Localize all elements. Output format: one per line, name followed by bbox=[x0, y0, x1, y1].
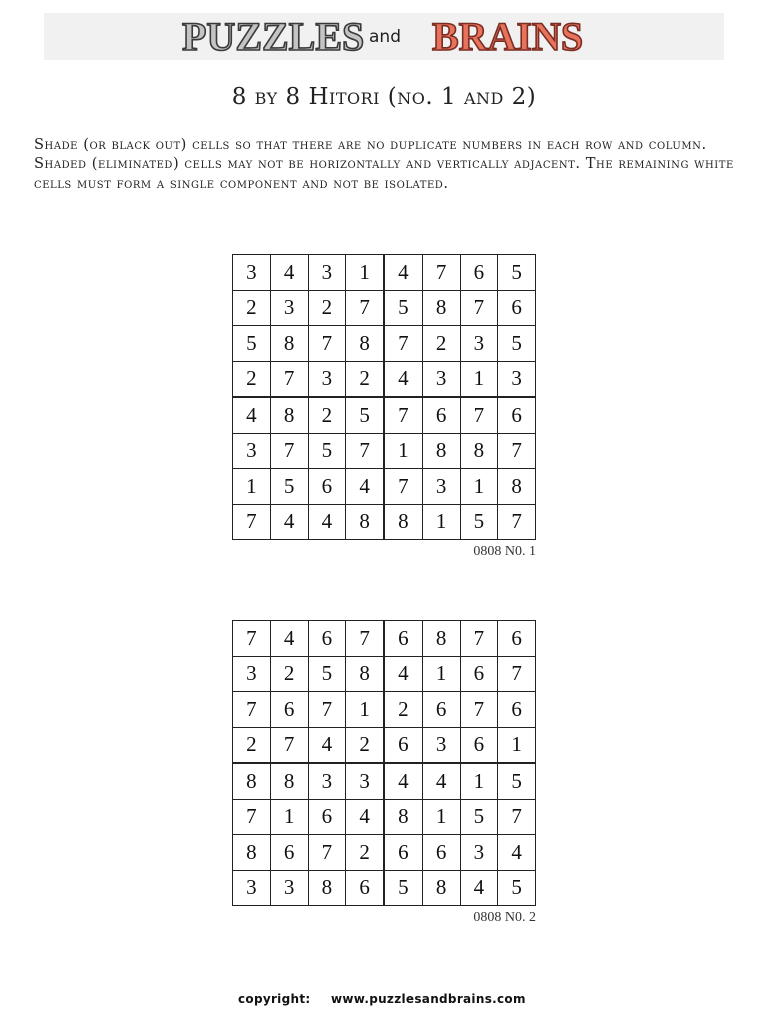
grid-cell[interactable]: 1 bbox=[346, 692, 384, 728]
grid-cell[interactable]: 6 bbox=[308, 621, 346, 657]
grid-row bbox=[233, 290, 536, 326]
logo-puzzles: PUZZLES bbox=[182, 14, 365, 59]
grid-cell[interactable]: 7 bbox=[422, 255, 460, 291]
grid-cell[interactable]: 3 bbox=[233, 255, 271, 291]
grid-cell[interactable]: 5 bbox=[346, 397, 384, 433]
grid-cell[interactable]: 5 bbox=[498, 763, 536, 799]
grid-row bbox=[233, 469, 536, 505]
grid-row bbox=[233, 727, 536, 763]
grid-cell[interactable]: 2 bbox=[233, 290, 271, 326]
grid-cell[interactable]: 3 bbox=[498, 361, 536, 397]
grid-cell[interactable]: 5 bbox=[460, 504, 498, 540]
grid-cell[interactable]: 1 bbox=[422, 656, 460, 692]
puzzle-label-2: 0808 N0. 2 bbox=[473, 910, 536, 925]
grid-cell[interactable]: 2 bbox=[346, 361, 384, 397]
grid-cell[interactable]: 3 bbox=[422, 727, 460, 763]
grid-cell[interactable]: 6 bbox=[384, 621, 422, 657]
grid-row bbox=[233, 656, 536, 692]
grid-cell[interactable]: 4 bbox=[384, 361, 422, 397]
grid-cell[interactable]: 7 bbox=[233, 621, 271, 657]
grid-cell[interactable]: 4 bbox=[498, 835, 536, 871]
grid-cell[interactable]: 8 bbox=[384, 504, 422, 540]
grid-cell[interactable]: 7 bbox=[384, 469, 422, 505]
grid-cell[interactable]: 4 bbox=[384, 763, 422, 799]
grid-cell[interactable]: 7 bbox=[308, 692, 346, 728]
grid-cell[interactable]: 8 bbox=[270, 326, 308, 362]
grid-cell[interactable]: 5 bbox=[308, 656, 346, 692]
grid-cell[interactable]: 2 bbox=[346, 727, 384, 763]
grid-cell[interactable]: 3 bbox=[233, 870, 271, 906]
grid-cell[interactable]: 2 bbox=[422, 326, 460, 362]
grid-cell[interactable]: 6 bbox=[498, 621, 536, 657]
grid-cell[interactable]: 6 bbox=[460, 656, 498, 692]
grid-cell[interactable]: 1 bbox=[460, 469, 498, 505]
grid-cell[interactable]: 1 bbox=[422, 799, 460, 835]
grid-cell[interactable]: 5 bbox=[498, 255, 536, 291]
grid-cell[interactable]: 7 bbox=[498, 799, 536, 835]
puzzle-label-1: 0808 N0. 1 bbox=[473, 544, 536, 559]
grid-cell[interactable]: 4 bbox=[233, 397, 271, 433]
grid-cell[interactable]: 7 bbox=[384, 326, 422, 362]
grid-cell[interactable]: 1 bbox=[233, 469, 271, 505]
grid-cell[interactable]: 4 bbox=[460, 870, 498, 906]
grid-cell[interactable]: 7 bbox=[233, 799, 271, 835]
grid-cell[interactable]: 2 bbox=[308, 290, 346, 326]
grid-cell[interactable]: 4 bbox=[422, 763, 460, 799]
grid-row bbox=[233, 397, 536, 433]
grid-row bbox=[233, 799, 536, 835]
grid-cell[interactable]: 3 bbox=[308, 361, 346, 397]
hitori-grid-2 bbox=[232, 620, 536, 906]
grid-cell[interactable]: 8 bbox=[233, 763, 271, 799]
grid-cell[interactable]: 6 bbox=[422, 397, 460, 433]
grid-cell[interactable]: 6 bbox=[460, 727, 498, 763]
grid-cell[interactable]: 5 bbox=[270, 469, 308, 505]
grid-cell[interactable]: 1 bbox=[384, 433, 422, 469]
grid-row bbox=[233, 326, 536, 362]
grid-cell[interactable]: 1 bbox=[460, 361, 498, 397]
puzzle-1 bbox=[232, 254, 536, 559]
grid-cell[interactable]: 6 bbox=[498, 692, 536, 728]
grid-cell[interactable]: 6 bbox=[270, 692, 308, 728]
grid-cell[interactable]: 3 bbox=[460, 835, 498, 871]
grid-cell[interactable]: 8 bbox=[384, 799, 422, 835]
grid-cell[interactable]: 4 bbox=[308, 727, 346, 763]
grid-cell[interactable]: 8 bbox=[346, 504, 384, 540]
grid-cell[interactable]: 2 bbox=[233, 361, 271, 397]
grid-cell[interactable]: 3 bbox=[460, 326, 498, 362]
grid-cell[interactable]: 7 bbox=[346, 290, 384, 326]
grid-cell[interactable]: 8 bbox=[346, 326, 384, 362]
grid-row bbox=[233, 621, 536, 657]
grid-cell[interactable]: 7 bbox=[270, 727, 308, 763]
logo-and: and bbox=[369, 27, 401, 47]
grid-row bbox=[233, 433, 536, 469]
puzzle-2 bbox=[232, 620, 536, 925]
grid-row bbox=[233, 255, 536, 291]
grid-cell[interactable]: 7 bbox=[498, 656, 536, 692]
grid-cell[interactable]: 8 bbox=[270, 763, 308, 799]
grid-cell[interactable]: 4 bbox=[270, 504, 308, 540]
grid-cell[interactable]: 3 bbox=[270, 870, 308, 906]
grid-row bbox=[233, 504, 536, 540]
grid-cell[interactable]: 6 bbox=[422, 692, 460, 728]
grid-cell[interactable]: 8 bbox=[498, 469, 536, 505]
hitori-grid-1 bbox=[232, 254, 536, 540]
grid-cell[interactable]: 3 bbox=[346, 763, 384, 799]
grid-cell[interactable]: 6 bbox=[498, 397, 536, 433]
grid-cell[interactable]: 8 bbox=[270, 397, 308, 433]
grid-cell[interactable]: 4 bbox=[308, 504, 346, 540]
footer-url-link[interactable]: www.puzzlesandbrains.com bbox=[330, 992, 526, 1006]
grid-cell[interactable]: 6 bbox=[422, 835, 460, 871]
grid-cell[interactable]: 4 bbox=[384, 255, 422, 291]
grid-cell[interactable]: 5 bbox=[498, 870, 536, 906]
grid-cell[interactable]: 3 bbox=[233, 656, 271, 692]
grid-cell[interactable]: 4 bbox=[384, 656, 422, 692]
grid-cell[interactable]: 1 bbox=[422, 504, 460, 540]
grid-cell[interactable]: 3 bbox=[233, 433, 271, 469]
grid-cell[interactable]: 1 bbox=[346, 255, 384, 291]
grid-cell[interactable]: 7 bbox=[233, 504, 271, 540]
copyright-label: copyright: bbox=[238, 992, 311, 1006]
grid-cell[interactable]: 4 bbox=[346, 469, 384, 505]
grid-cell[interactable]: 5 bbox=[384, 290, 422, 326]
grid-cell[interactable]: 7 bbox=[270, 361, 308, 397]
grid-row bbox=[233, 870, 536, 906]
grid-cell[interactable]: 6 bbox=[308, 469, 346, 505]
grid-cell[interactable]: 8 bbox=[308, 870, 346, 906]
grid-cell[interactable]: 7 bbox=[346, 621, 384, 657]
grid-cell[interactable]: 3 bbox=[270, 290, 308, 326]
grid-cell[interactable]: 7 bbox=[308, 835, 346, 871]
grid-cell[interactable]: 8 bbox=[460, 433, 498, 469]
grid-cell[interactable]: 7 bbox=[233, 692, 271, 728]
grid-cell[interactable]: 7 bbox=[498, 504, 536, 540]
grid-cell[interactable]: 1 bbox=[460, 763, 498, 799]
grid-cell[interactable]: 8 bbox=[346, 656, 384, 692]
grid-cell[interactable]: 7 bbox=[346, 433, 384, 469]
instructions: Shade (or black out) cells so that there are no duplicate numbers in each row and column. Shaded (eliminated) cells may not be horizontally and vertically adjacent. The remaining white cells must form a single component and not be isolated. bbox=[34, 136, 734, 192]
grid-cell[interactable]: 5 bbox=[384, 870, 422, 906]
grid-cell[interactable]: 7 bbox=[498, 433, 536, 469]
grid-cell[interactable]: 7 bbox=[460, 692, 498, 728]
grid-cell[interactable]: 6 bbox=[498, 290, 536, 326]
grid-cell[interactable]: 8 bbox=[422, 290, 460, 326]
grid-cell[interactable]: 3 bbox=[422, 469, 460, 505]
grid-cell[interactable]: 3 bbox=[308, 255, 346, 291]
grid-cell[interactable]: 8 bbox=[422, 621, 460, 657]
grid-cell[interactable]: 6 bbox=[308, 799, 346, 835]
grid-row bbox=[233, 361, 536, 397]
grid-cell[interactable]: 7 bbox=[270, 433, 308, 469]
page-title: 8 by 8 Hitori (no. 1 and 2) bbox=[231, 84, 537, 110]
grid-cell[interactable]: 1 bbox=[270, 799, 308, 835]
grid-row bbox=[233, 692, 536, 728]
grid-cell[interactable]: 7 bbox=[308, 326, 346, 362]
grid-cell[interactable]: 7 bbox=[460, 290, 498, 326]
grid-cell[interactable]: 2 bbox=[384, 692, 422, 728]
grid-cell[interactable]: 6 bbox=[346, 870, 384, 906]
grid-cell[interactable]: 3 bbox=[422, 361, 460, 397]
grid-cell[interactable]: 1 bbox=[498, 727, 536, 763]
grid-cell[interactable]: 2 bbox=[233, 727, 271, 763]
grid-cell[interactable]: 6 bbox=[270, 835, 308, 871]
grid-cell[interactable]: 8 bbox=[233, 835, 271, 871]
grid-cell[interactable]: 5 bbox=[460, 799, 498, 835]
grid-cell[interactable]: 6 bbox=[460, 255, 498, 291]
grid-cell[interactable]: 4 bbox=[270, 255, 308, 291]
footer bbox=[238, 992, 526, 1006]
grid-cell[interactable]: 4 bbox=[346, 799, 384, 835]
grid-row bbox=[233, 835, 536, 871]
grid-cell[interactable]: 4 bbox=[270, 621, 308, 657]
grid-cell[interactable]: 7 bbox=[460, 621, 498, 657]
grid-cell[interactable]: 2 bbox=[346, 835, 384, 871]
grid-cell[interactable]: 8 bbox=[422, 870, 460, 906]
grid-cell[interactable]: 5 bbox=[233, 326, 271, 362]
grid-cell[interactable]: 2 bbox=[308, 397, 346, 433]
grid-cell[interactable]: 5 bbox=[308, 433, 346, 469]
grid-cell[interactable]: 5 bbox=[498, 326, 536, 362]
grid-cell[interactable]: 8 bbox=[422, 433, 460, 469]
grid-cell[interactable]: 2 bbox=[270, 656, 308, 692]
grid-cell[interactable]: 6 bbox=[384, 835, 422, 871]
grid-cell[interactable]: 7 bbox=[384, 397, 422, 433]
grid-cell[interactable]: 3 bbox=[308, 763, 346, 799]
grid-row bbox=[233, 763, 536, 799]
logo-brains: BRAINS bbox=[432, 14, 584, 59]
grid-cell[interactable]: 6 bbox=[384, 727, 422, 763]
grid-cell[interactable]: 7 bbox=[460, 397, 498, 433]
